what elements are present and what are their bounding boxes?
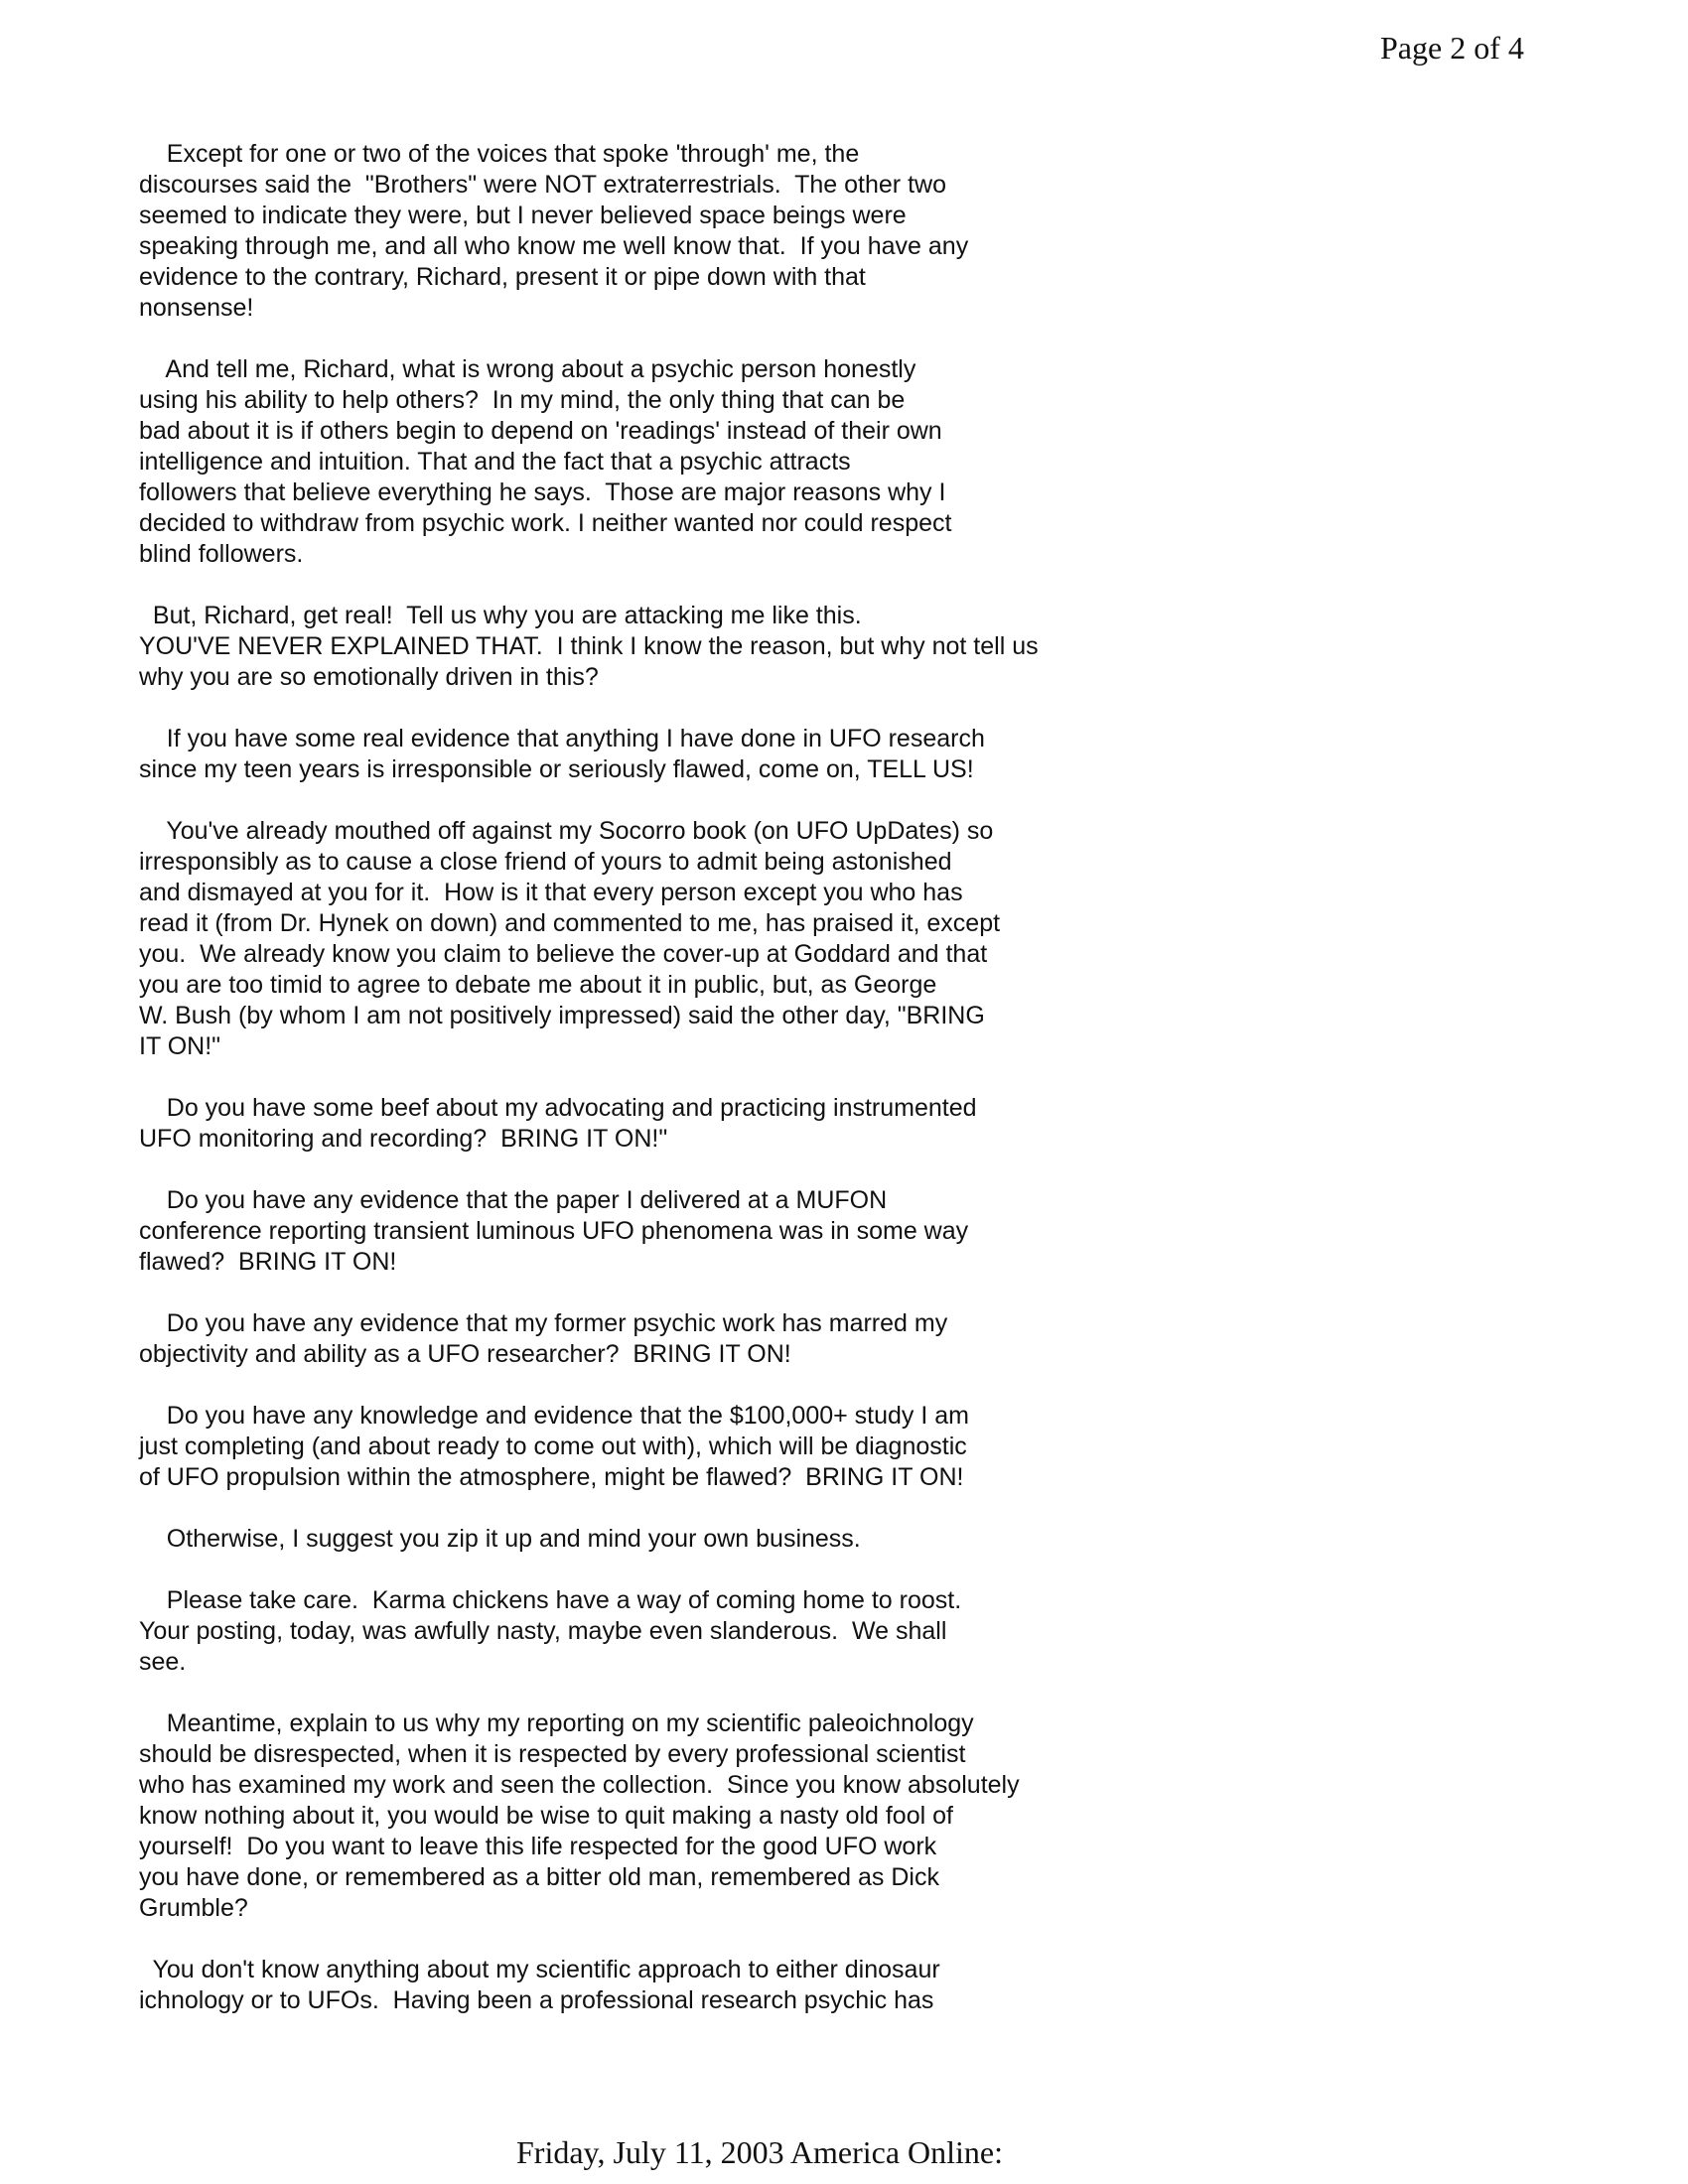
text-line: Except for one or two of the voices that spoke 'through' me, the	[139, 140, 860, 168]
text-line: read it (from Dr. Hynek on down) and commented to me, has praised it, except	[139, 909, 1001, 937]
text-line: intelligence and intuition. That and the fact that a psychic attracts	[139, 448, 851, 476]
text-line: And tell me, Richard, what is wrong about a psychic person honestly	[139, 355, 916, 383]
page-number: Page 2 of 4	[1380, 30, 1524, 66]
text-line: irresponsibly as to cause a close friend of yours to admit being astonished	[139, 848, 952, 876]
text-line: Do you have any evidence that my former psychic work has marred my	[139, 1309, 948, 1337]
text-line: Meantime, explain to us why my reporting on my scientific paleoichnology	[139, 1709, 974, 1737]
text-line: conference reporting transient luminous UFO phenomena was in some way	[139, 1217, 969, 1245]
text-line: Your posting, today, was awfully nasty, maybe even slanderous. We shall	[139, 1617, 947, 1645]
text-line: know nothing about it, you would be wise to quit making a nasty old fool of	[139, 1802, 953, 1830]
text-line: should be disrespected, when it is respected by every professional scientist	[139, 1740, 966, 1768]
text-line: decided to withdraw from psychic work. I neither wanted nor could respect	[139, 509, 952, 537]
text-line: bad about it is if others begin to depend on 'readings' instead of their own	[139, 417, 942, 445]
text-line: see.	[139, 1648, 187, 1676]
paragraph	[139, 1185, 1172, 1278]
text-line: flawed? BRING IT ON!	[139, 1248, 397, 1276]
text-line: who has examined my work and seen the collection. Since you know absolutely	[139, 1771, 1020, 1799]
text-line: speaking through me, and all who know me well know that. If you have any	[139, 232, 969, 260]
text-line: and dismayed at you for it. How is it that every person except you who has	[139, 879, 963, 906]
text-line: evidence to the contrary, Richard, present it or pipe down with that	[139, 263, 866, 291]
text-line: objectivity and ability as a UFO researcher? BRING IT ON!	[139, 1340, 791, 1368]
text-line: You don't know anything about my scientific approach to either dinosaur	[139, 1956, 940, 1983]
text-line: Do you have some beef about my advocating and practicing instrumented	[139, 1094, 977, 1122]
paragraph	[139, 1401, 1172, 1493]
paragraph	[139, 1708, 1172, 1924]
text-line: of UFO propulsion within the atmosphere, might be flawed? BRING IT ON!	[139, 1463, 964, 1491]
text-line: you. We already know you claim to believe the cover-up at Goddard and that	[139, 940, 988, 968]
text-line: just completing (and about ready to come out with), which will be diagnostic	[139, 1433, 967, 1460]
text-line: If you have some real evidence that anything I have done in UFO research	[139, 725, 985, 752]
text-line: using his ability to help others? In my mind, the only thing that can be	[139, 386, 906, 414]
paragraph	[139, 1524, 1172, 1555]
text-line: IT ON!"	[139, 1032, 221, 1060]
paragraph	[139, 724, 1172, 785]
paragraph	[139, 601, 1172, 693]
text-line: blind followers.	[139, 540, 304, 568]
text-line: Do you have any evidence that the paper I delivered at a MUFON	[139, 1186, 888, 1214]
paragraph	[139, 1308, 1172, 1370]
text-line: But, Richard, get real! Tell us why you are attacking me like this.	[139, 602, 862, 629]
text-line: discourses said the "Brothers" were NOT extraterrestrials. The other two	[139, 171, 946, 199]
text-line: W. Bush (by whom I am not positively impressed) said the other day, "BRING	[139, 1002, 985, 1029]
paragraph	[139, 816, 1172, 1062]
text-line: UFO monitoring and recording? BRING IT ON!"	[139, 1125, 668, 1153]
text-line: you are too timid to agree to debate me about it in public, but, as George	[139, 971, 937, 999]
text-line: seemed to indicate they were, but I never believed space beings were	[139, 202, 907, 229]
paragraph	[139, 139, 1172, 324]
page-footer: Friday, July 11, 2003 America Online:	[516, 2134, 1003, 2170]
text-line: Do you have any knowledge and evidence that the $100,000+ study I am	[139, 1402, 969, 1430]
text-line: since my teen years is irresponsible or seriously flawed, come on, TELL US!	[139, 755, 974, 783]
letter-body	[139, 139, 1172, 2047]
text-line: you have done, or remembered as a bitter old man, remembered as Dick	[139, 1863, 939, 1891]
text-line: nonsense!	[139, 294, 254, 322]
paragraph	[139, 1093, 1172, 1155]
paragraph	[139, 1955, 1172, 2016]
text-line: You've already mouthed off against my Socorro book (on UFO UpDates) so	[139, 817, 994, 845]
text-line: Please take care. Karma chickens have a way of coming home to roost.	[139, 1586, 962, 1614]
paragraph	[139, 354, 1172, 570]
text-line: yourself! Do you want to leave this life respected for the good UFO work	[139, 1833, 937, 1860]
text-line: why you are so emotionally driven in this?	[139, 663, 599, 691]
text-line: Grumble?	[139, 1894, 248, 1922]
text-line: followers that believe everything he says. Those are major reasons why I	[139, 478, 946, 506]
text-line: Otherwise, I suggest you zip it up and mind your own business.	[139, 1525, 861, 1553]
text-line: ichnology or to UFOs. Having been a professional research psychic has	[139, 1986, 934, 2014]
text-line: YOU'VE NEVER EXPLAINED THAT. I think I know the reason, but why not tell us	[139, 632, 1039, 660]
paragraph	[139, 1585, 1172, 1678]
